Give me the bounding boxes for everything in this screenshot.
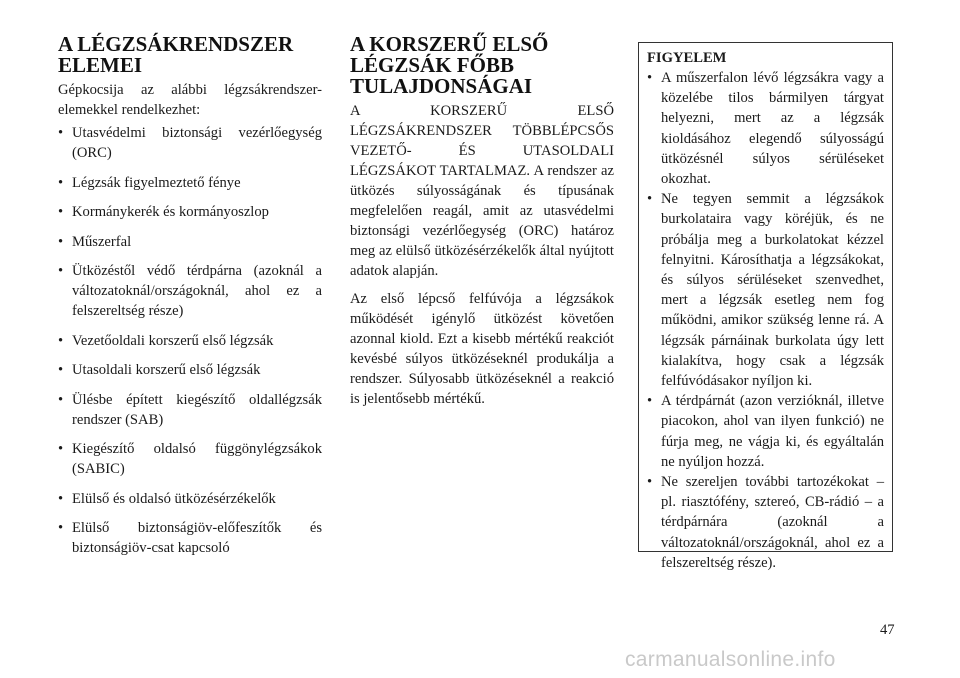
bullet-icon: •	[58, 174, 64, 191]
bullet-icon: •	[58, 125, 64, 141]
heading-features: A KORSZERŰ ELSŐ LÉGZSÁK FŐBB TULAJDONSÁGAI	[350, 32, 549, 98]
list-item: • Elülső és oldalsó ütközésérzékelők	[58, 490, 276, 507]
page-number: 47	[880, 622, 895, 638]
warning-list	[647, 68, 884, 573]
bullet-icon: •	[58, 263, 64, 279]
components-list	[58, 123, 322, 558]
watermark: carmanualsonline.info	[625, 648, 836, 671]
list-item: • Elülső biztonságiöv-előfeszítők és biztonságiöv-csat kapcsoló	[58, 520, 322, 556]
list-item: • Utasvédelmi biztonsági vezérlőegység (ORC)	[58, 125, 322, 161]
bullet-icon: •	[58, 233, 64, 250]
features-caps-lead: A KORSZERŰ ELSŐ LÉGZSÁKRENDSZER TÖBBLÉPCSŐS VEZETŐ- ÉS UTASOLDALI LÉGZSÁKOT TARTALMAZ.	[350, 103, 614, 179]
bullet-icon: •	[647, 474, 653, 491]
heading-components: A LÉGZSÁKRENDSZER ELEMEI	[58, 32, 294, 77]
list-item: • Vezetőoldali korszerű első légzsák	[58, 332, 274, 349]
warning-box	[638, 42, 893, 571]
column-features	[350, 34, 614, 409]
list-item: • Kormánykerék és kormányoszlop	[58, 204, 269, 220]
bullet-icon: •	[58, 391, 64, 408]
warning-title: FIGYELEM	[647, 50, 727, 66]
bullet-icon: •	[58, 490, 64, 507]
list-item: • A térdpárnát (azon verzióknál, illetve piacokon, ahol van ilyen funkció) ne fúrja meg, ne vágja ki, és egyáltalán ne nyúljon hozzá.	[647, 393, 884, 470]
features-paragraph-1	[350, 101, 614, 281]
list-item: • Légzsák figyelmeztető fénye	[58, 174, 241, 191]
list-item: • Ütközéstől védő térdpárna (azoknál a változatoknál/országoknál, ahol ez a felszereltség része)	[58, 263, 322, 319]
bullet-icon: •	[647, 70, 653, 86]
components-intro: Gépkocsija az alábbi légzsákrendszer-elemekkel rendelkezhet:	[58, 82, 322, 118]
features-para1-rest: A rendszer az ütközés súlyosságának és típusának megfelelően reagál, amit az utasvédelmi biztonsági vezérlőegység (ORC) határoz meg az elülső ütközésérzékelők által nyújtott adatok alapján.	[350, 163, 614, 279]
list-item: • Utasoldali korszerű első légzsák	[58, 362, 261, 378]
list-item: • Műszerfal	[58, 233, 132, 250]
bullet-icon: •	[647, 393, 653, 410]
list-item: • Ne tegyen semmit a légzsákok burkolataira vagy köréjük, és ne próbálja meg a burkolatokat kézzel felnyitni. Károsíthatja a légzsákokat, és súlyos sérüléseket szenvedhet, mert a légzsák esetleg nem fog működni, amikor szükség lenne rá. A légzsák párnáinak burkolata úgy lett kialakítva, hogy csak a légzsák felfúvódásakor nyíljon ki.	[647, 191, 884, 390]
bullet-icon: •	[58, 204, 64, 220]
bullet-icon: •	[58, 441, 64, 457]
bullet-icon: •	[647, 191, 653, 208]
bullet-icon: •	[58, 520, 64, 536]
column-components	[58, 34, 322, 568]
bullet-icon: •	[58, 362, 64, 378]
features-paragraph-2: Az első lépcső felfúvója a légzsákok működését igénylő ütközést követően azonnal kiold. Ezt a kisebb mértékű reakciót kevésbé súlyos ütközéseknél produkálja a rendszer. Súlyosabb ütközéseknél a reakció is jelentősebb mértékű.	[350, 291, 614, 407]
list-item: • Ne szereljen további tartozékokat – pl. riasztófény, sztereó, CB-rádió – a térdpárnára (azoknál a változatoknál/országoknál, ahol ez a felszereltség része).	[647, 474, 884, 571]
list-item: • Kiegészítő oldalsó függönylégzsákok (SABIC)	[58, 441, 322, 477]
list-item: • Ülésbe épített kiegészítő oldallégzsák rendszer (SAB)	[58, 391, 322, 428]
bullet-icon: •	[58, 332, 64, 349]
list-item: • A műszerfalon lévő légzsákra vagy a közelébe tilos bármilyen tárgyat helyezni, mert az a légzsák kioldásához elegendő súlyosságú ütközésnél súlyos sérüléseket okozhat.	[647, 70, 884, 188]
